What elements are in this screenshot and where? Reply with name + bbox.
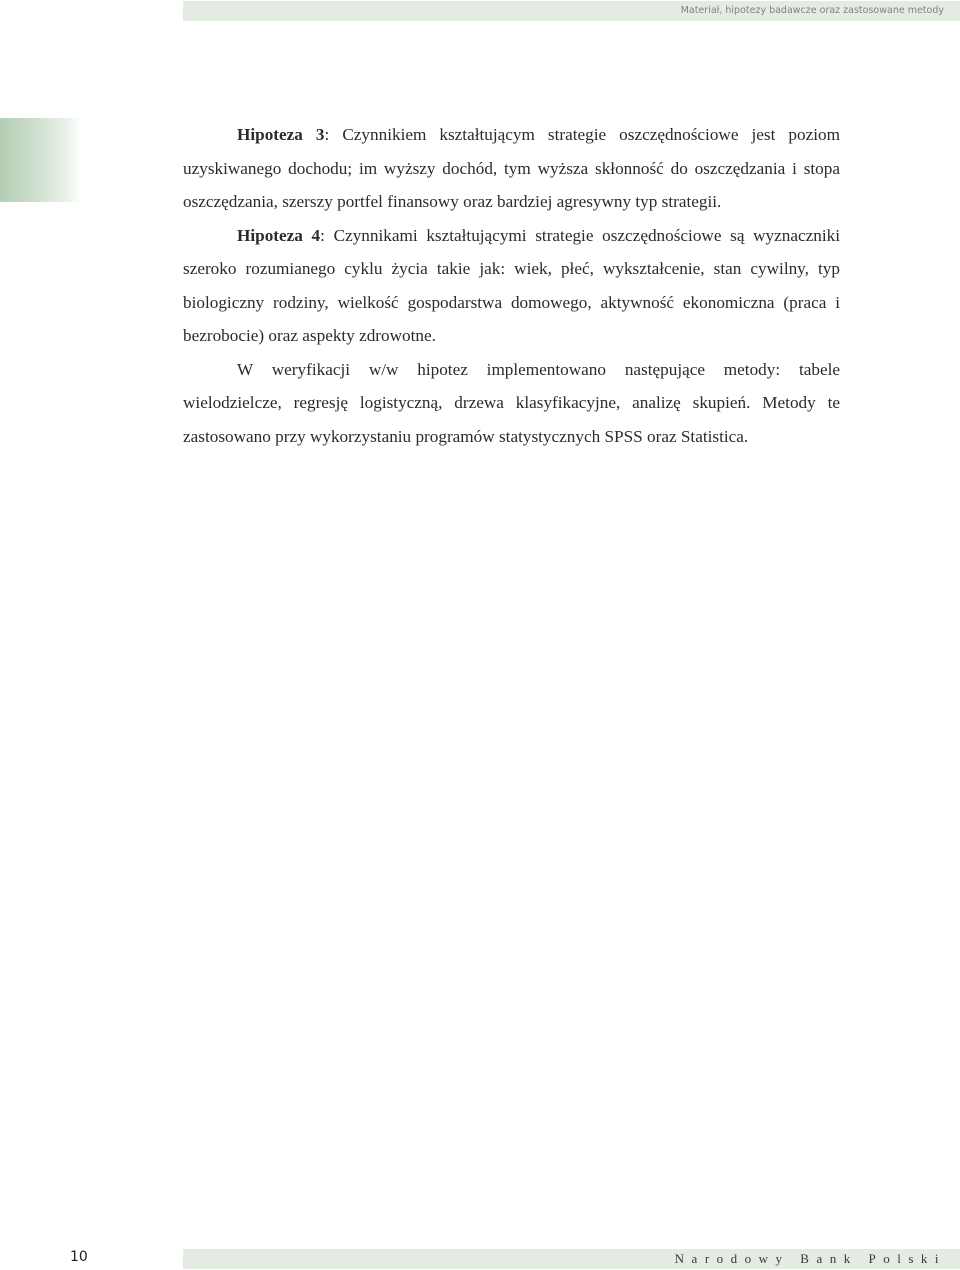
header-bar	[183, 1, 960, 21]
paragraph-methods	[183, 353, 840, 454]
hypothesis-4-text: : Czynnikami kształtującymi strategie oszczędnościowe są wyznaczniki szeroko rozumianego cyklu życia takie jak: wiek, płeć, wykształcenie, stan cywilny, typ biologiczny rodziny, wielkość gospodarstwa domowego, aktywność ekonomiczna (praca i bezrobocie) oraz aspekty zdrowotne.	[183, 225, 840, 345]
paragraph-hypothesis-4	[183, 219, 840, 353]
methods-text: W weryfikacji w/w hipotez implementowano następujące metody: tabele wielodzielcze, regresję logistyczną, drzewa klasyfikacyjne, analizę skupień. Metody te zastosowano przy wykorzystaniu programów statystycznych SPSS oraz Statistica.	[183, 359, 840, 446]
publisher-name: Narodowy Bank Polski	[674, 1251, 946, 1266]
hypothesis-4-label: Hipoteza 4	[237, 225, 321, 245]
footer-bar	[183, 1249, 960, 1269]
hypothesis-3-text: : Czynnikiem kształtującym strategie oszczędnościowe jest poziom uzyskiwanego dochodu; im wyższy dochód, tym wyższa skłonność do oszczędzania i stopa oszczędzania, szerszy portfel finansowy oraz bardziej agresywny typ strategii.	[183, 125, 840, 211]
paragraph-hypothesis-3	[183, 118, 840, 219]
page-number: 10	[70, 1249, 88, 1265]
main-content	[183, 118, 840, 453]
hypothesis-3-label: Hipoteza 3	[237, 125, 325, 144]
running-title: Materiał, hipotezy badawcze oraz zastosowane metody	[680, 5, 944, 16]
side-tab-decoration	[0, 118, 82, 202]
